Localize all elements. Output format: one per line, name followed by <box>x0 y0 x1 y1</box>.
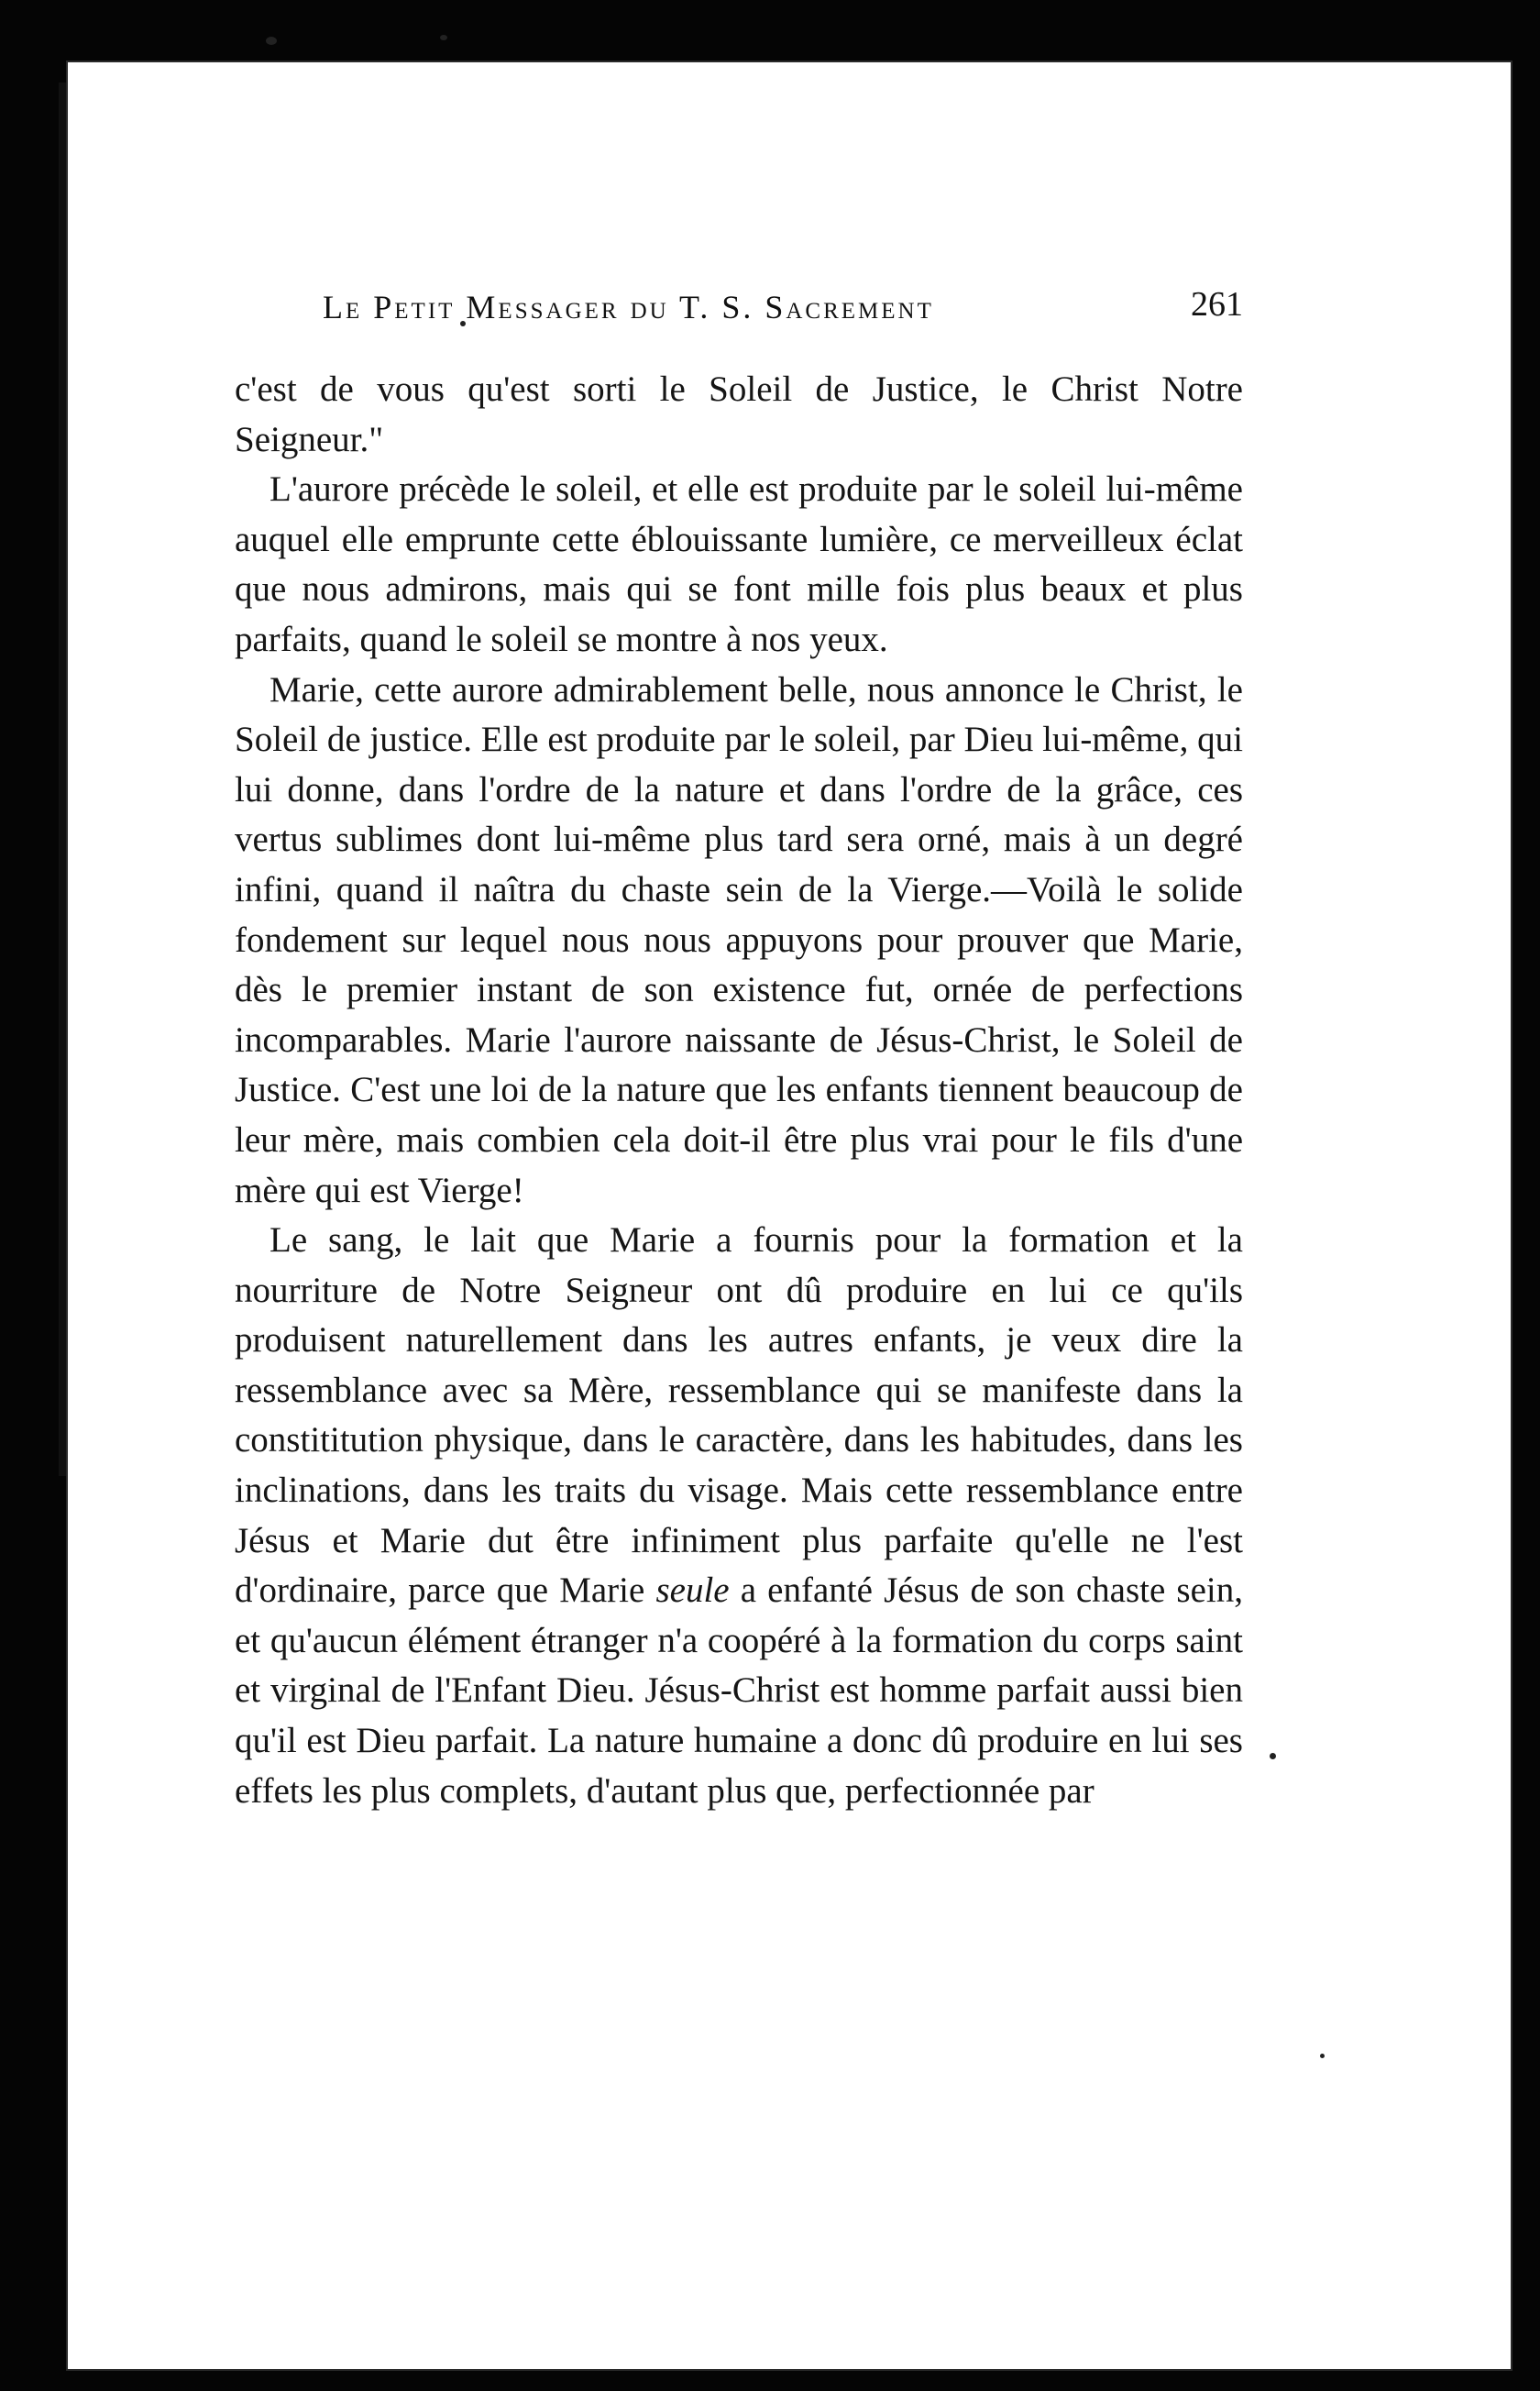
paragraph-4-emphasis: seule <box>655 1570 730 1611</box>
paragraph-4-after: a enfanté Jésus de son chaste sein, et qu'aucun élément étranger n'a coopéré à la formation du corps saint et virginal de l'Enfant Dieu. Jésus-Christ est homme parfait aussi bien qu'il est Dieu parfait. La nature humaine a donc dû produire en lui ses effets les plus complets, d'autant plus que, perfectionnée par <box>235 1570 1243 1811</box>
running-header <box>323 281 1250 336</box>
scan-speck <box>440 35 447 40</box>
page-number: 261 <box>1191 285 1243 324</box>
paragraph-1: c'est de vous qu'est sorti le Soleil de Justice, le Christ Notre Seigneur." <box>235 369 1243 459</box>
running-title: Le Petit Messager du T. S. Sacrement <box>323 289 934 325</box>
paragraph-4-before: Le sang, le lait que Marie a fournis pour la formation et la nourriture de Notre Seigneur ont dû produire en lui ce qu'ils produisent naturellement dans les autres enfants, je veux dire la ressemblance avec sa Mère, ressemblance qui se manifeste dans la constititution physique, dans le caractère, dans les habitudes, dans les inclinations, dans les traits du visage. Mais cette ressemblance entre Jésus et Marie dut être infiniment plus parfaite qu'elle ne l'est d'ordinaire, parce que Marie <box>235 1220 1243 1611</box>
paragraph-3: Marie, cette aurore admirablement belle, nous annonce le Christ, le Soleil de justice. Elle est produite par le soleil, par Dieu lui-même, qui lui donne, dans l'ordre de la nature et dans l'ordre de la grâce, ces vertus sublimes dont lui-même plus tard sera orné, mais à un degré infini, quand il naîtra du chaste sein de la Vierge.—Voilà le solide fondement sur lequel nous nous appuyons pour prouver que Marie, dès le premier instant de son existence fut, ornée de perfections incomparables. Marie l'aurore naissante de Jésus-Christ, le Soleil de Justice. C'est une loi de la nature que les enfants tiennent beaucoup de leur mère, mais combien cela doit-il être plus vrai pour le fils d'une mère qui est Vierge! <box>235 669 1243 1210</box>
scan-speck <box>1320 2054 1325 2058</box>
body-text <box>235 365 1243 1816</box>
paragraph-2: L'aurore précède le soleil, et elle est produite par le soleil lui-même auquel elle emprunte cette éblouissante lumière, ce merveilleux éclat que nous admirons, mais qui se font mille fois plus beaux et plus parfaits, quand le soleil se montre à nos yeux. <box>235 469 1243 659</box>
paragraph-4 <box>235 1216 1243 1816</box>
binding-edge <box>59 83 66 1476</box>
scan-speck <box>266 37 277 45</box>
scan-speck <box>1270 1753 1276 1759</box>
